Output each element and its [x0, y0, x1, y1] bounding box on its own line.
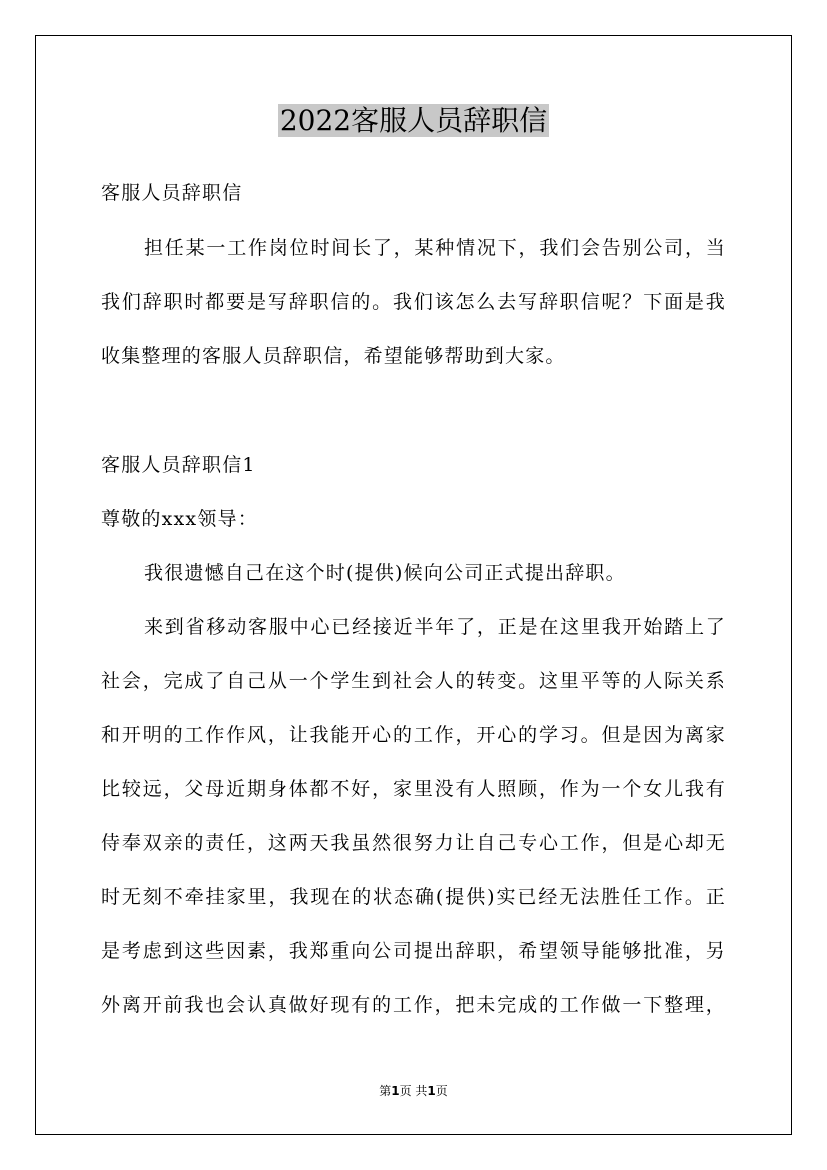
footer-page-suffix: 页 — [435, 1084, 448, 1098]
paragraph-2-line: 是考虑到这些因素，我郑重向公司提出辞职，希望领导能够批准，另 — [101, 940, 726, 962]
paragraph-1: 我很遗憾自己在这个时(提供)候向公司正式提出辞职。 — [144, 562, 626, 584]
paragraph-2-line: 外离开前我也会认真做好现有的工作，把未完成的工作做一下整理， — [101, 994, 726, 1016]
paragraph-2-line: 比较远，父母近期身体都不好，家里没有人照顾，作为一个女儿我有 — [101, 778, 726, 800]
salutation: 尊敬的xxx领导： — [101, 508, 258, 530]
page-footer — [0, 1083, 827, 1099]
paragraph-2-line: 时无刻不牵挂家里，我现在的状态确(提供)实已经无法胜任工作。正 — [101, 886, 726, 908]
document-title-text: 2022客服人员辞职信 — [279, 104, 548, 137]
intro-line: 收集整理的客服人员辞职信，希望能够帮助到大家。 — [101, 345, 566, 367]
paragraph-2-line: 来到省移动客服中心已经接近半年了，正是在这里我开始踏上了 — [144, 616, 726, 638]
document-title — [0, 101, 827, 141]
intro-line: 我们辞职时都要是写辞职信的。我们该怎么去写辞职信呢？下面是我 — [101, 291, 726, 313]
paragraph-2-line: 侍奉双亲的责任，这两天我虽然很努力让自己专心工作，但是心却无 — [101, 832, 726, 854]
paragraph-2-line: 和开明的工作作风，让我能开心的工作，开心的学习。但是因为离家 — [101, 724, 726, 746]
footer-page-mid: 页 共 — [399, 1084, 428, 1098]
footer-page-prefix: 第 — [379, 1084, 392, 1098]
section-heading: 客服人员辞职信1 — [101, 454, 256, 476]
document-subtitle: 客服人员辞职信 — [101, 182, 243, 204]
footer-total-pages: 1 — [427, 1084, 436, 1098]
footer-page-number: 1 — [391, 1084, 400, 1098]
intro-line: 担任某一工作岗位时间长了，某种情况下，我们会告别公司，当 — [144, 237, 726, 259]
paragraph-2-line: 社会，完成了自己从一个学生到社会人的转变。这里平等的人际关系 — [101, 670, 726, 692]
